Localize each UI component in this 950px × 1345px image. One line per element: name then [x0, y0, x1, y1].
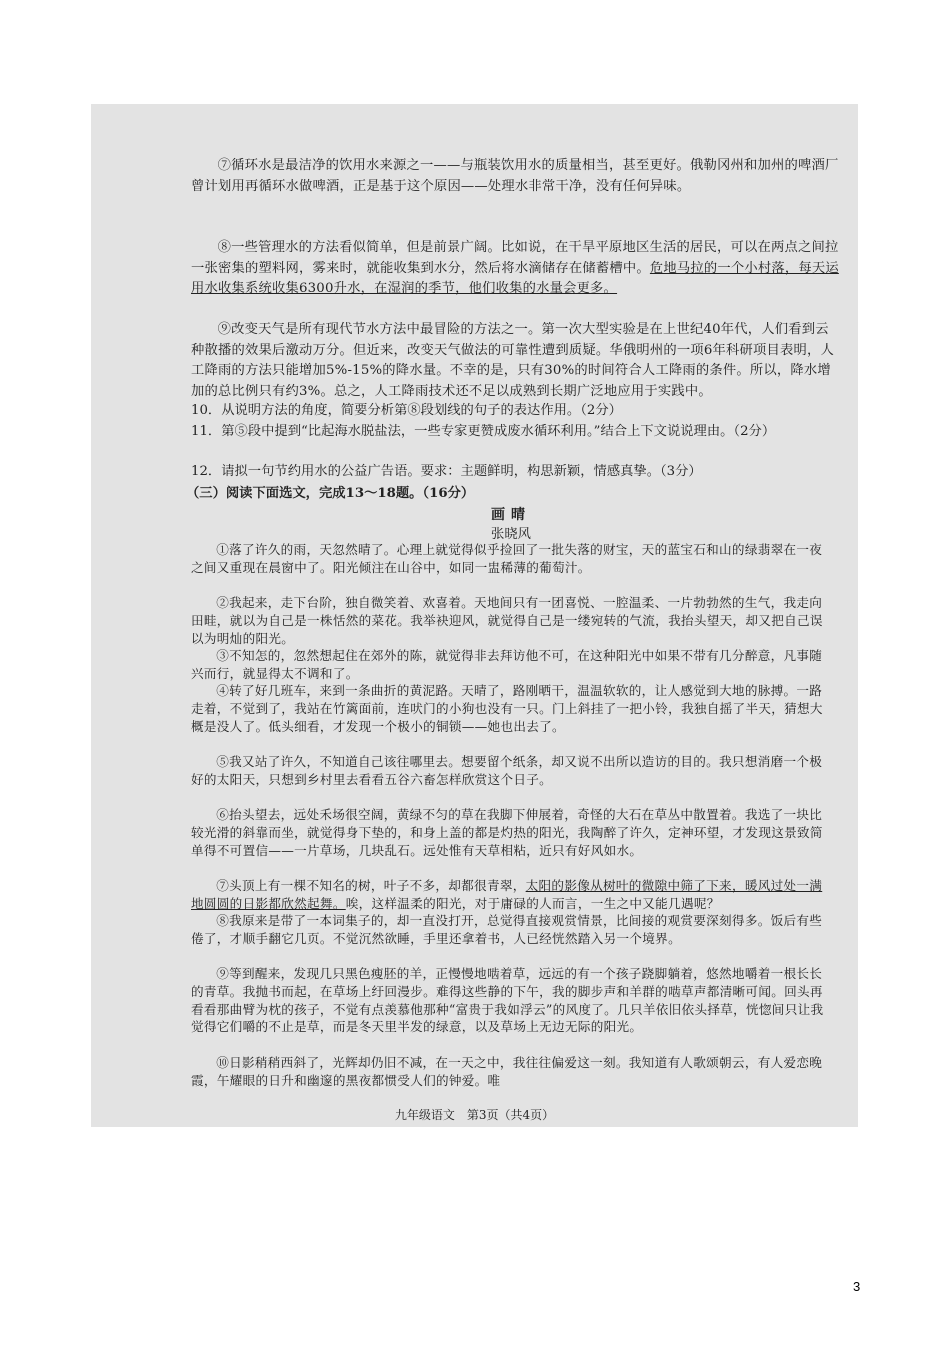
question-10: 10．从说明方法的角度，简要分析第⑧段划线的句子的表达作用。（2分） — [191, 403, 622, 418]
paragraph-7-underlined-sentence: 太阳的影像从树叶的微隙中筛了下来，暖风过处一满地圆圆的日影都欣然起舞。 — [191, 878, 823, 911]
article-paragraph-2: ②我起来，走下台阶，独自微笑着、欢喜着。天地间只有一团喜悦、一腔温柔、一片勃勃然的生气，我走向田畦，就以为自己是一株恬然的菜花。我举袂迎风，就觉得自己是一缕宛转的气流，我抬头望天，却又把自己误以为明灿的阳光。 — [191, 595, 823, 646]
page-footer: 九年级语文 第3页（共4页） — [394, 1108, 555, 1122]
article-paragraph-8: ⑧我原来是带了一本词集子的，却一直没打开，总觉得直接观赏情景，比间接的观赏要深刻得多。饭后有些倦了，才顺手翻它几页。不觉沉然欲睡，手里还拿着书，人已经恍然踏入另一个境界。 — [191, 913, 823, 946]
paragraph-7-text-end: 唉，这样温柔的阳光，对于庸碌的人而言，一生之中又能几遇呢？ — [345, 895, 720, 911]
paragraph-8-text: ⑧一些管理水的方法看似简单，但是前景广阔。比如说，在干旱平原地区生活的居民，可以在两点之间拉一张密集的塑料网，雾来时，就能收集到水分，然后将水滴储存在储蓄槽中。 — [191, 240, 839, 276]
question-12: 12．请拟一句节约用水的公益广告语。要求：主题鲜明，构思新颖，情感真挚。（3分） — [191, 464, 702, 479]
article-paragraph-10: ⑩日影稍稍西斜了，光辉却仍旧不减，在一天之中，我往往偏爱这一刻。我知道有人歌颂朝云，有人爱恋晚霞，午耀眼的日升和幽邃的黑夜都惯受人们的钟爱。唯 — [191, 1055, 823, 1088]
article-paragraph-4: ④转了好几班车，来到一条曲折的黄泥路。天晴了，路刚晒干，温温软软的，让人感觉到大地的脉搏。一路走着，不觉到了，我站在竹篱面前，连吠门的小狗也没有一只。门上斜挂了一把小铃，我独自摇了半天，猜想大概是没人了。低头细看，才发现一个极小的铜锁——她也出去了。 — [191, 683, 823, 734]
article-author: 张晓风 — [491, 527, 531, 542]
paragraph-8-underlined-sentence: 危地马拉的一个小村落，每天运用水收集系统收集6300升水，在湿润的季节，他们收集的水量会更多。 — [191, 260, 839, 296]
article-paragraph-6: ⑥抬头望去，远处禾场很空阔，黄绿不匀的草在我脚下伸展着，奇怪的大石在草丛中散置着。我选了一块比较光滑的斜靠而坐，就觉得身下垫的，和身上盖的都是灼热的阳光，我陶醉了许久，定神环望，才发现这景致简单得不可置信——一片草场，几块乱石。远处惟有天草相粘，近只有好风如水。 — [191, 807, 823, 858]
article-title: 画晴 — [491, 507, 531, 523]
page-number: 3 — [853, 1279, 861, 1294]
passage-paragraph-7: ⑦循环水是最洁净的饮用水来源之一——与瓶装饮用水的质量相当，甚至更好。俄勒冈州和加州的啤酒厂曾计划用再循环水做啤酒，正是基于这个原因——处理水非常干净，没有任何异味。 — [191, 158, 839, 194]
question-11: 11．第⑤段中提到“比起海水脱盐法，一些专家更赞成废水循环利用。”结合上下文说说理由。（2分） — [191, 424, 776, 439]
passage-paragraph-8 — [191, 238, 841, 300]
scanned-exam-page — [91, 104, 858, 1127]
article-paragraph-5: ⑤我又站了许久，不知道自己该往哪里去。想要留个纸条，却又说不出所以造访的目的。我只想消磨一个极好的太阳天，只想到乡村里去看看五谷六畜怎样欣赏这个日子。 — [191, 754, 823, 787]
article-paragraph-7 — [191, 877, 831, 913]
article-paragraph-3: ③不知怎的，忽然想起住在郊外的陈，就觉得非去拜访他不可，在这种阳光中如果不带有几分醉意，凡事随兴而行，就显得太不调和了。 — [191, 648, 823, 681]
article-paragraph-9: ⑨等到醒来，发现几只黑色瘦胚的羊，正慢慢地啮着草，远远的有一个孩子跷脚躺着，悠然地嚼着一根长长的青草。我抛书而起，在草场上纡回漫步。难得这些静的下午，我的脚步声和羊群的啮草声都清晰可闻。回头再看看那曲臂为枕的孩子，不觉有点羡慕他那种“富贵于我如浮云”的风度了。几只羊依旧依头择草，恍惚间只让我觉得它们嚼的不止是草，而是冬天里半发的绿意，以及草场上无边无际的阳光。 — [191, 966, 824, 1035]
passage-paragraph-9: ⑨改变天气是所有现代节水方法中最冒险的方法之一。第一次大型实验是在上世纪40年代，人们看到云种散播的效果后激动万分。但近来，改变天气做法的可靠性遭到质疑。华俄明州的一项6年科研项目表明，人工降雨的方法只能增加5%-15%的降水量。不幸的是，只有30%的时间符合人工降雨的条件。所以，降水增加的总比例只有约3%。总之，人工降雨技术还不足以成熟到长期广泛地应用于实践中。 — [191, 322, 835, 399]
paragraph-7-text-start: ⑦头顶上有一棵不知名的树，叶子不多，却都很青翠， — [216, 878, 526, 893]
section-3-heading: （三）阅读下面选文，完成13～18题。（16分） — [186, 486, 475, 501]
article-paragraph-1: ①落了许久的雨，天忽然晴了。心理上就觉得似乎捡回了一批失落的财宝，天的蓝宝石和山的绿翡翠在一夜之间又重现在晨窗中了。阳光倾注在山谷中，如同一盅稀薄的葡萄汁。 — [191, 542, 823, 575]
